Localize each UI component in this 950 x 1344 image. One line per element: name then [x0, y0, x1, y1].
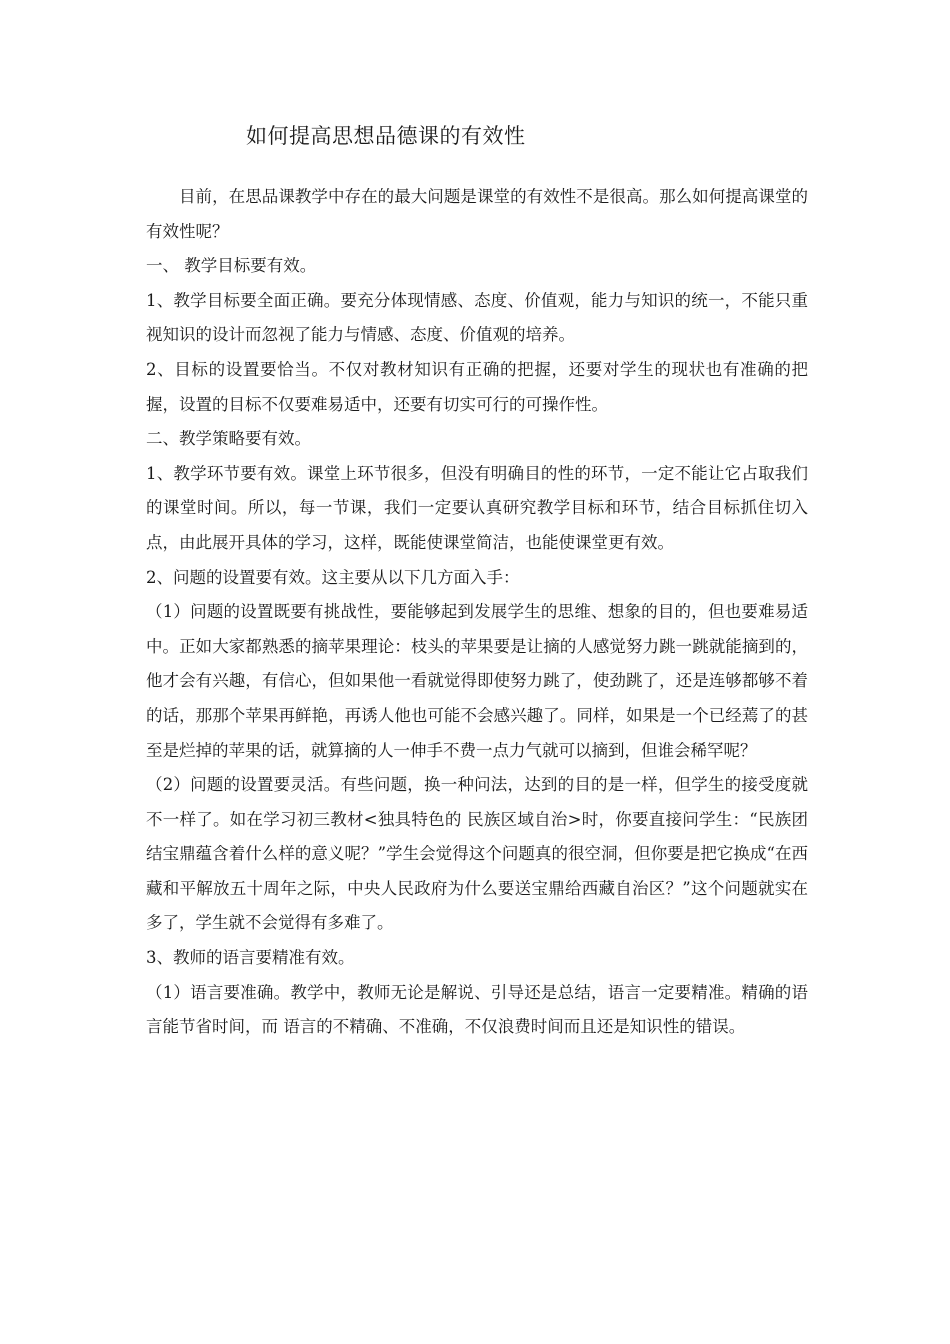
paragraph-1-2: 2、目标的设置要恰当。不仅对教材知识有正确的把握，还要对学生的现状也有准确的把握，设置的目标不仅要难易适中，还要有切实可行的可操作性。 — [146, 359, 808, 414]
section-heading-1: 一、 教学目标要有效。 — [146, 256, 317, 276]
paragraph-2-3: 3、教师的语言要精准有效。 — [146, 948, 355, 968]
paragraph-1-1: 1、教学目标要全面正确。要充分体现情感、态度、价值观，能力与知识的统一，不能只重视知识的设计而忽视了能力与情感、态度、价值观的培养。 — [146, 290, 808, 345]
paragraph-2-2-a: （1）问题的设置既要有挑战性，要能够起到发展学生的思维、想象的目的，但也要难易适中。正如大家都熟悉的摘苹果理论：枝头的苹果要是让摘的人感觉努力跳一跳就能摘到的，他才会有兴趣，有信心，但如果他一看就觉得即使努力跳了，使劲跳了，还是连够都够不着的话，那那个苹果再鲜艳，再诱人他也可能不会感兴趣了。同样，如果是一个已经蔫了的甚至是烂掉的苹果的话，就算摘的人一伸手不费一点力气就可以摘到，但谁会稀罕呢？ — [146, 602, 808, 760]
document-title: 如何提高思想品德课的有效性 — [246, 124, 526, 148]
paragraph-2-3-a: （1）语言要准确。教学中，教师无论是解说、引导还是总结，语言一定要精准。精确的语言能节省时间，而 语言的不精确、不准确，不仅浪费时间而且还是知识性的错误。 — [146, 982, 808, 1037]
paragraph-intro: 目前，在思品课教学中存在的最大问题是课堂的有效性不是很高。那么如何提高课堂的有效性呢？ — [146, 187, 808, 241]
section-heading-2: 二、教学策略要有效。 — [146, 429, 311, 449]
document-body — [146, 180, 808, 1045]
paragraph-2-1: 1、教学环节要有效。课堂上环节很多，但没有明确目的性的环节，一定不能让它占取我们的课堂时间。所以，每一节课，我们一定要认真研究教学目标和环节，结合目标抓住切入点，由此展开具体的学习，这样，既能使课堂简洁，也能使课堂更有效。 — [146, 463, 808, 552]
paragraph-2-2: 2、问题的设置要有效。这主要从以下几方面入手： — [146, 567, 520, 587]
paragraph-2-2-b: （2）问题的设置要灵活。有些问题，换一种问法，达到的目的是一样，但学生的接受度就不一样了。如在学习初三教材<独具特色的 民族区域自治>时，你要直接问学生：“民族团结宝鼎蕴含着什么样的意义呢？”学生会觉得这个问题真的很空洞，但你要是把它换成“在西藏和平解放五十周年之际，中央人民政府为什么要送宝鼎给西藏自治区？”这个问题就实在多了，学生就不会觉得有多难了。 — [146, 775, 808, 933]
